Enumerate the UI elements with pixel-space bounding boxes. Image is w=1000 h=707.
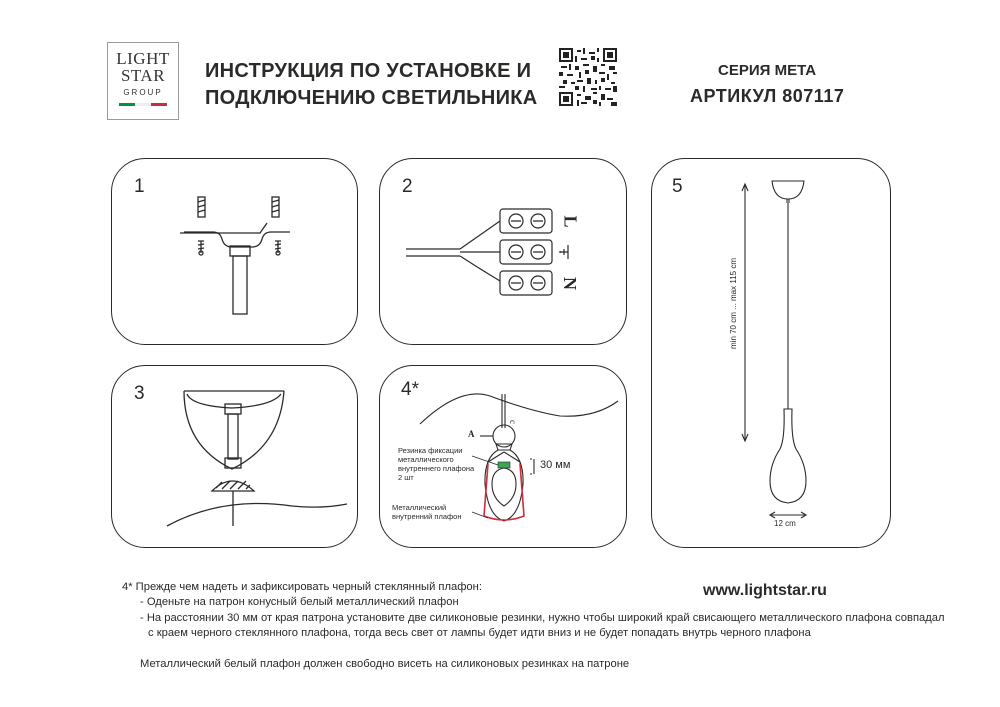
note-line-1: 4* Прежде чем надеть и зафиксировать черный стеклянный плафон: (122, 581, 482, 593)
step-1-number: 1 (134, 176, 145, 197)
page-title (205, 58, 538, 112)
brand-logo (107, 42, 179, 120)
note-line-5: Металлический белый плафон должен свободно висеть на силиконовых резинках на патроне (140, 657, 630, 670)
step-2-number: 2 (402, 176, 413, 197)
step-4-panel (379, 365, 627, 548)
step-5-number: 5 (672, 176, 683, 197)
note-line-4: с краем черного стеклянного плафона, тогда весь свет от лампы будет идти вниз и не будет попадать внутрь черного плафона (148, 627, 811, 640)
terminal-label-l: L (560, 215, 581, 228)
website-link[interactable]: www.lightstar.ru (703, 582, 827, 599)
step-3-number: 3 (134, 383, 145, 404)
article-number: АРТИКУЛ 807117 (690, 86, 845, 106)
logo-line-3: GROUP (123, 88, 163, 97)
step-1-panel (111, 158, 358, 345)
inner-shade-note: Металлический внутренний плафон (392, 503, 462, 521)
rubber-ring-note: Резинка фиксации металлического внутреннего плафона 2 шт (398, 446, 475, 482)
italian-flag-icon (108, 103, 178, 106)
logo-line-1: LIGHT (116, 49, 170, 68)
distance-label: 30 мм (540, 459, 571, 471)
series-label: СЕРИЯ МЕТА (718, 62, 817, 79)
label-a: A (468, 429, 475, 439)
step-5-panel (651, 158, 891, 548)
ceiling-bracket-diagram (112, 159, 359, 346)
label-c: c (508, 420, 518, 424)
terminal-block-diagram (380, 159, 628, 346)
note-line-3: - На расстоянии 30 мм от края патрона установите две силиконовые резинки, нужно чтобы широкий край свисающего металлического плафона совпадал (140, 611, 945, 624)
step-3-panel (111, 365, 358, 548)
step-2-panel (379, 158, 627, 345)
pendant-dimensions-diagram (652, 159, 892, 549)
note-line-2: - Оденьте на патрон конусный белый металлический плафон (140, 596, 459, 609)
logo-line-2: STAR (120, 66, 166, 85)
title-line-1: ИНСТРУКЦИЯ ПО УСТАНОВКЕ И (205, 60, 532, 82)
qr-code-icon (559, 48, 617, 106)
width-label: 12 cm (774, 519, 796, 528)
height-label: min 70 cm ... max 115 cm (729, 258, 738, 349)
step-4-number: 4* (401, 379, 419, 400)
terminal-label-n: N (560, 277, 580, 290)
canopy-fixing-diagram (112, 366, 359, 549)
title-line-2: ПОДКЛЮЧЕНИЮ СВЕТИЛЬНИКА (205, 87, 538, 109)
